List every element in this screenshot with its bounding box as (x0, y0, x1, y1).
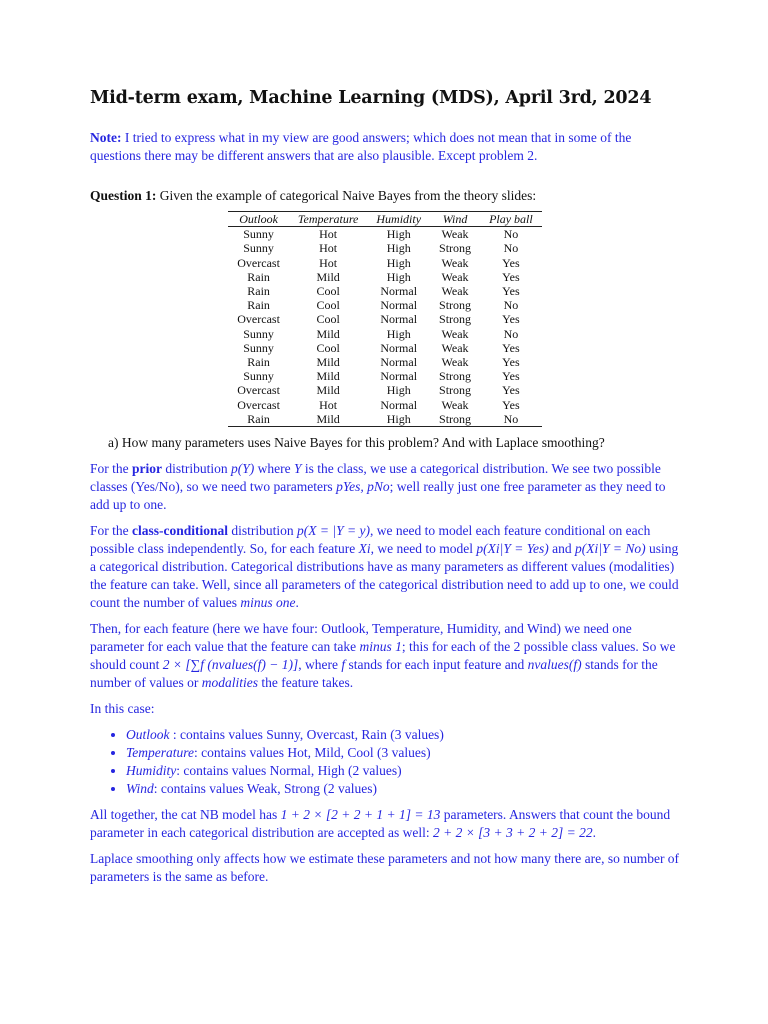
table-cell: High (386, 255, 411, 270)
feature-list (90, 726, 680, 798)
table-cell: Yes (502, 312, 520, 327)
table-cell: Rain (247, 298, 270, 313)
conditional-paragraph: For the class-conditional distribution p(X = |Y = y), we need to model each feature conditional on each possible class independently. So, for each feature Xi, we need to model p(Xi|Y = Yes) and p(Xi|Y = No) using a categorical distribution. Categorical distributions have as many parameters as different values (modalities) the feature can take. Well, since all parameters of the categorical distribution need to add up to one, we could count the number of values minus one. (90, 523, 679, 611)
table-cell: Hot (319, 227, 338, 242)
table-cell: Normal (380, 355, 418, 370)
note-text: I tried to express what in my view are good answers; which does not mean that in some of the questions there may be different answers that are also plausible. Except problem 2. (90, 130, 632, 163)
table-cell: Rain (247, 355, 270, 370)
table-cell: Yes (502, 340, 520, 355)
table-cell: No (503, 326, 519, 341)
table-cell: Normal (380, 397, 418, 412)
table-cell: Weak (441, 284, 469, 299)
list-item: • Humidity: contains values Normal, High (2 values) (126, 762, 680, 780)
table-row (228, 298, 541, 312)
table-cell: Cool (316, 312, 340, 327)
exam-page (90, 88, 680, 894)
count-paragraph: Then, for each feature (here we have four: Outlook, Temperature, Humidity, and Wind) we need one parameter for each value that the feature can take minus 1; this for each of the 2 possible class values. So we should count 2 × [∑f (nvalues(f) − 1)], where f stands for each input feature and nvalues(f) stands for the number of values or modalities the feature takes. (90, 621, 676, 691)
table-cell: Rain (228, 412, 289, 427)
table-row (228, 227, 541, 242)
table-cell: Sunny (243, 241, 274, 256)
table-cell: Mild (316, 269, 340, 284)
note-label: Note: (90, 130, 122, 145)
table-cell: Sunny (243, 340, 274, 355)
table-cell: Weak (441, 355, 469, 370)
table-cell: No (503, 298, 519, 313)
table-row (228, 284, 541, 298)
prior-paragraph: For the prior distribution p(Y) where Y is the class, we use a categorical distribution. We see two possible classes (Yes/No), so we need two parameters pYes, pNo; well really just one free parameter as they need to add up to one. (90, 461, 666, 513)
table-cell: Strong (439, 383, 472, 398)
table-cell: Rain (247, 284, 270, 299)
table-header: Humidity (367, 212, 430, 227)
table-cell: Strong (439, 241, 472, 256)
total-paragraph: All together, the cat NB model has 1 + 2 × [2 + 2 + 1 + 1] = 13 parameters. Answers that count the bound parameter in each categorical distribution are accepted as well: 2 + 2 × [3 + 3 + 2 + 2] = 22. (90, 807, 671, 841)
table-row (228, 241, 541, 255)
table-row (228, 270, 541, 284)
laplace-paragraph: Laplace smoothing only affects how we estimate these parameters and not how many there are, so number of parameters is the same as before. (90, 851, 680, 885)
table-cell: High (386, 241, 411, 256)
question-1-text: Given the example of categorical Naive Bayes from the theory slides: (156, 188, 537, 203)
table-cell: Weak (441, 255, 469, 270)
question-1-label: Question 1: (90, 188, 157, 203)
table-cell: Sunny (243, 369, 274, 384)
table-cell: Sunny (243, 227, 274, 242)
table-header: Play ball (480, 212, 542, 227)
table-cell: High (386, 269, 411, 284)
table-cell: Mild (316, 383, 340, 398)
table-cell: Overcast (237, 312, 280, 327)
table-cell: No (480, 412, 542, 427)
table-cell: Weak (441, 397, 469, 412)
table-cell: Normal (380, 340, 418, 355)
table-cell: Cool (316, 340, 340, 355)
page-title: Mid-term exam, Machine Learning (MDS), April 3rd, 2024 (90, 88, 652, 108)
table-cell: Hot (319, 255, 338, 270)
table-cell: Yes (502, 369, 520, 384)
table-row (228, 383, 541, 397)
table-cell: High (386, 227, 411, 242)
list-item: • Temperature: contains values Hot, Mild, Cool (3 values) (126, 744, 680, 762)
table-row (228, 412, 541, 427)
table-cell: Mild (316, 326, 340, 341)
table-cell: Yes (502, 355, 520, 370)
list-item: • Wind: contains values Weak, Strong (2 values) (126, 780, 680, 798)
table-cell: High (367, 412, 430, 427)
table-cell: Rain (247, 269, 270, 284)
table-header: Outlook (228, 212, 289, 227)
table-cell: Overcast (237, 255, 280, 270)
table-row (228, 355, 541, 369)
answer-block (90, 460, 680, 718)
table-cell: Cool (316, 284, 340, 299)
table-cell: Normal (380, 298, 418, 313)
table-cell: Sunny (243, 326, 274, 341)
table-cell: Weak (441, 269, 469, 284)
table-cell: Yes (502, 383, 520, 398)
table-cell: Mild (289, 412, 367, 427)
table-cell: Overcast (237, 397, 280, 412)
table-cell: Yes (502, 397, 520, 412)
table-cell: Strong (439, 312, 472, 327)
table-cell: High (386, 326, 411, 341)
table-cell: Weak (441, 326, 469, 341)
list-item: • Outlook : contains values Sunny, Overcast, Rain (3 values) (126, 726, 680, 744)
table-cell: Overcast (237, 383, 280, 398)
table-cell: High (386, 383, 411, 398)
table-row (228, 312, 541, 326)
table-cell: Normal (380, 312, 418, 327)
table-cell: Strong (439, 369, 472, 384)
table-cell: Mild (316, 355, 340, 370)
in-this-case: In this case: (90, 701, 155, 717)
table-header: Temperature (289, 212, 367, 227)
table-cell: Strong (430, 412, 480, 427)
table-cell: Weak (441, 227, 469, 242)
note-paragraph (90, 129, 680, 165)
table-row (228, 341, 541, 355)
table-row (228, 327, 541, 341)
table-row (228, 398, 541, 412)
question-a: a) How many parameters uses Naive Bayes for this problem? And with Laplace smoothing? (108, 435, 605, 451)
table-cell: Cool (316, 298, 340, 313)
table-cell: No (503, 241, 519, 256)
table-cell: Hot (319, 241, 338, 256)
table-cell: Strong (439, 298, 472, 313)
table-header-row (228, 212, 541, 227)
table-cell: Mild (316, 369, 340, 384)
table-cell: Normal (380, 284, 418, 299)
table-cell: Hot (319, 397, 338, 412)
table-cell: No (503, 227, 519, 242)
table-cell: Weak (441, 340, 469, 355)
table-cell: Yes (502, 284, 520, 299)
table-body (228, 227, 541, 427)
table-cell: Normal (380, 369, 418, 384)
table-row (228, 256, 541, 270)
answer-conclusion (90, 806, 680, 886)
table-cell: Yes (502, 255, 520, 270)
table-header: Wind (430, 212, 480, 227)
table-cell: Yes (502, 269, 520, 284)
play-ball-table (228, 211, 541, 427)
question-1 (90, 187, 680, 205)
table-row (228, 369, 541, 383)
